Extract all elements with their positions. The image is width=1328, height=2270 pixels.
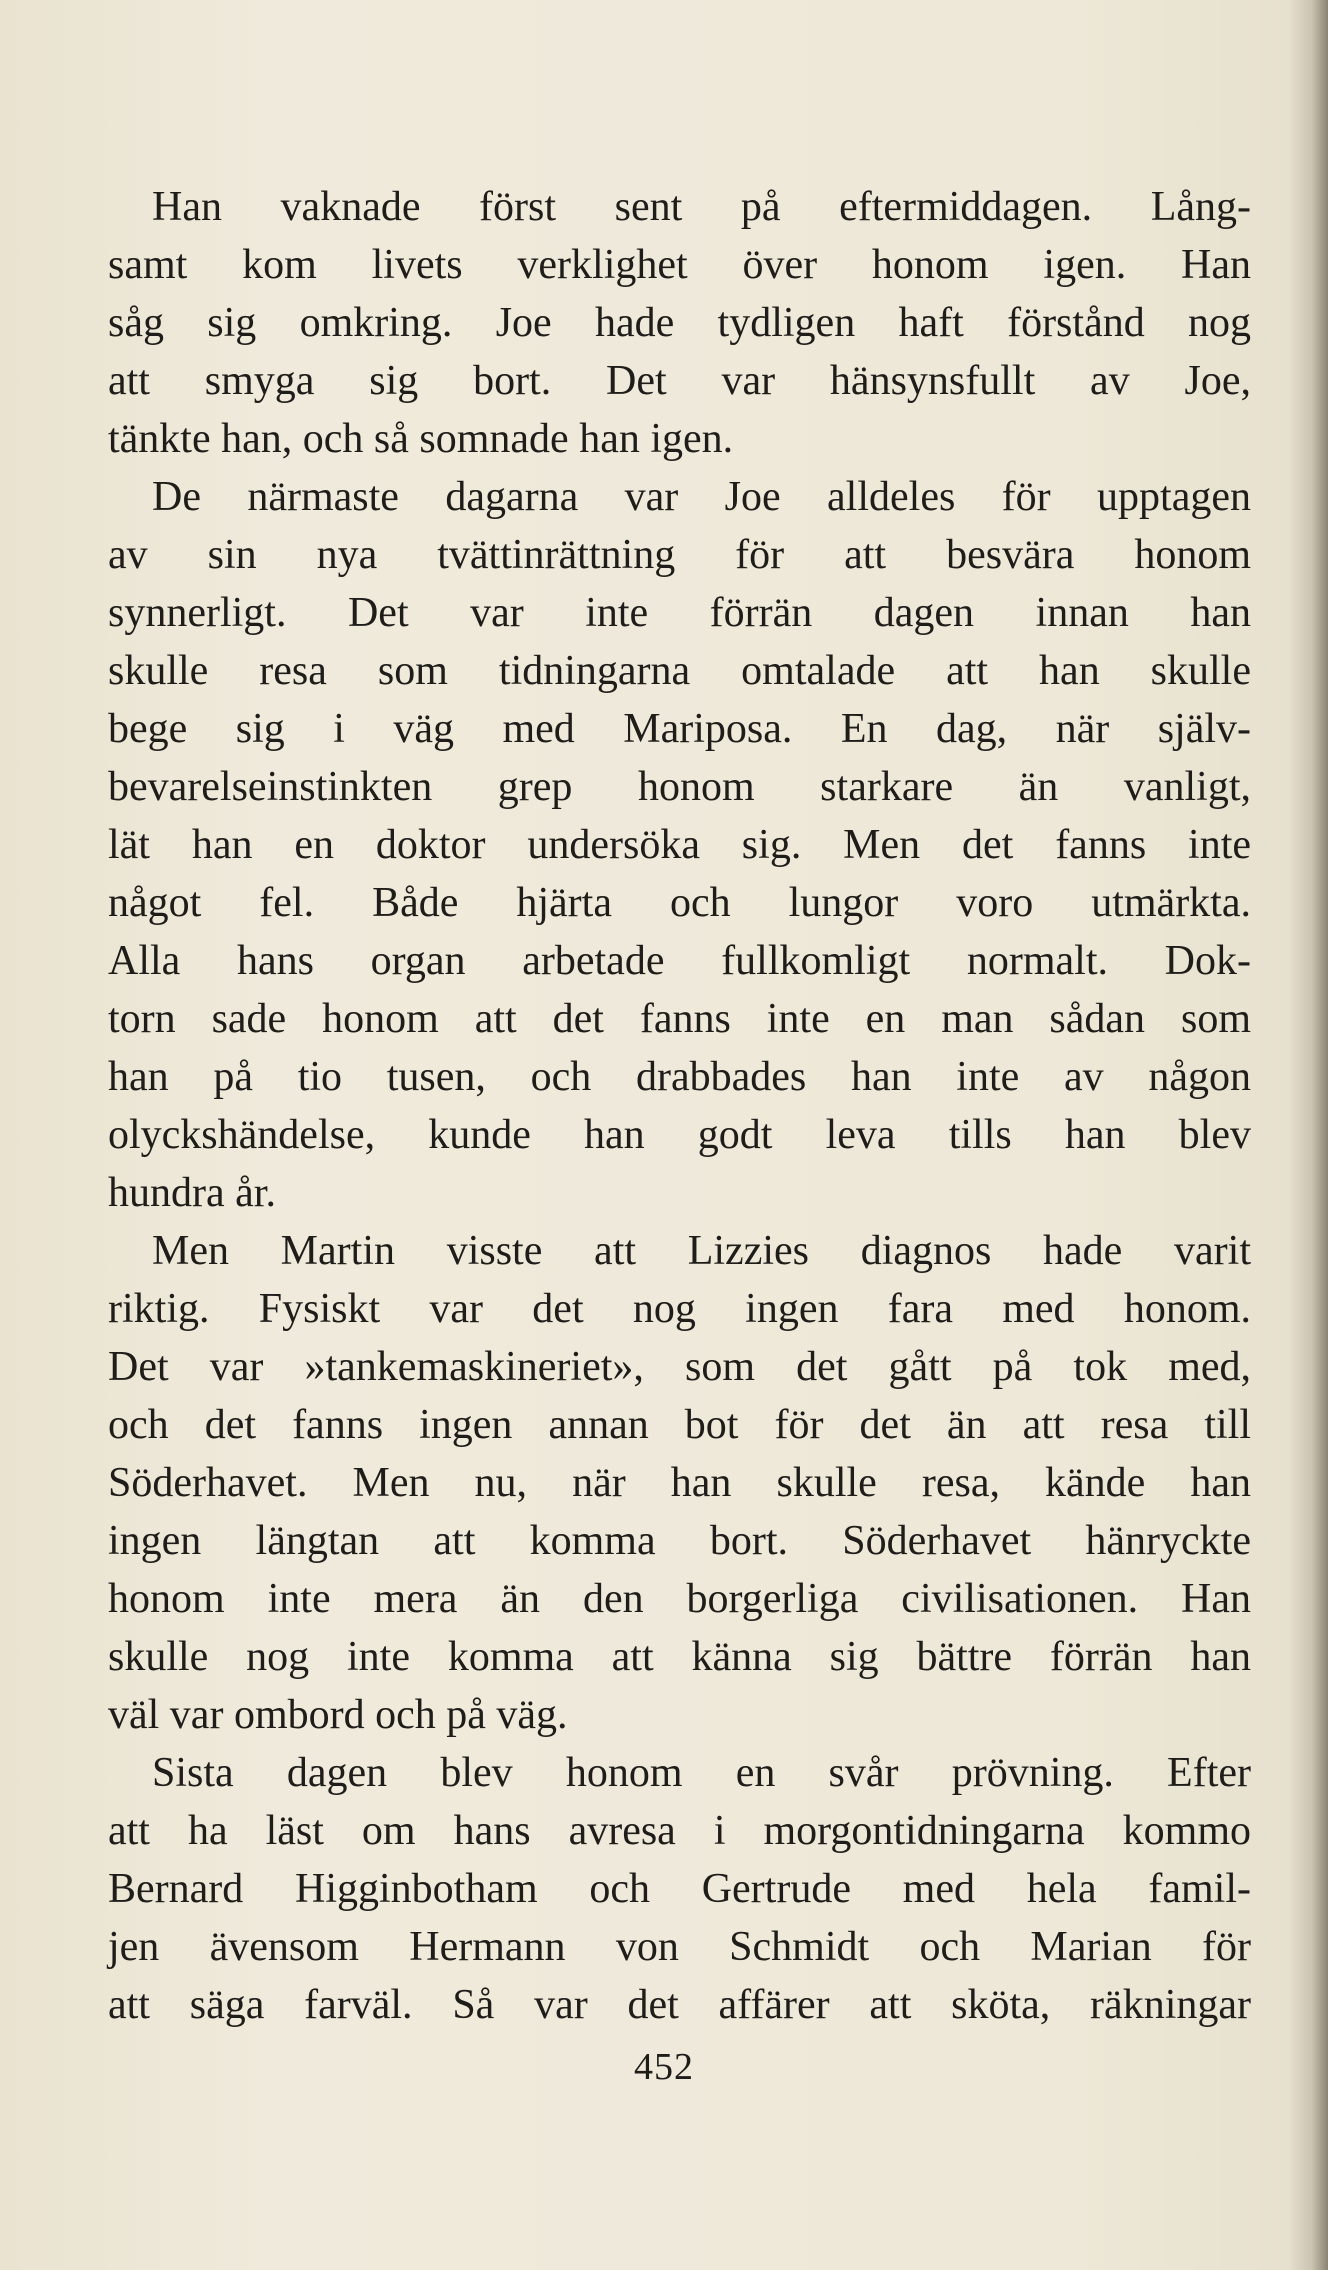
page-edge-shadow <box>1288 0 1328 2270</box>
text-line: Söderhavet. Men nu, när han skulle resa, kände han <box>108 1460 1251 1506</box>
text-line: Men Martin visste att Lizzies diagnos hade varit <box>152 1228 1251 1274</box>
text-line: samt kom livets verklighet över honom igen. Han <box>108 242 1251 288</box>
text-line: Det var »tankemaskineriet», som det gått på tok med, <box>108 1344 1251 1390</box>
text-line: något fel. Både hjärta och lungor voro utmärkta. <box>108 880 1251 926</box>
text-line: riktig. Fysiskt var det nog ingen fara med honom. <box>108 1286 1251 1332</box>
text-line: honom inte mera än den borgerliga civilisationen. Han <box>108 1576 1251 1622</box>
text-line: Alla hans organ arbetade fullkomligt normalt. Dok- <box>108 938 1251 984</box>
text-line: tänkte han, och så somnade han igen. <box>108 416 734 462</box>
text-line: Bernard Higginbotham och Gertrude med hela famil- <box>108 1866 1251 1912</box>
text-line: torn sade honom att det fanns inte en man sådan som <box>108 996 1251 1042</box>
text-line: och det fanns ingen annan bot för det än att resa till <box>108 1402 1251 1448</box>
text-line: jen ävensom Hermann von Schmidt och Marian för <box>108 1924 1251 1970</box>
text-line: att smyga sig bort. Det var hänsynsfullt av Joe, <box>108 358 1251 404</box>
text-line: såg sig omkring. Joe hade tydligen haft förstånd nog <box>108 300 1251 346</box>
text-line: Sista dagen blev honom en svår prövning. Efter <box>152 1750 1251 1796</box>
text-line: skulle nog inte komma att känna sig bättre förrän han <box>108 1634 1251 1680</box>
text-line: Han vaknade först sent på eftermiddagen. Lång- <box>152 184 1251 230</box>
text-line: bevarelseinstinkten grep honom starkare än vanligt, <box>108 764 1251 810</box>
text-line: lät han en doktor undersöka sig. Men det fanns inte <box>108 822 1251 868</box>
text-line: synnerligt. Det var inte förrän dagen innan han <box>108 590 1251 636</box>
text-line: olyckshändelse, kunde han godt leva tills han blev <box>108 1112 1251 1158</box>
body-text <box>108 178 1251 2034</box>
text-line: hundra år. <box>108 1170 276 1216</box>
text-line: bege sig i väg med Mariposa. En dag, när själv- <box>108 706 1251 752</box>
text-line: att säga farväl. Så var det affärer att sköta, räkningar <box>108 1982 1251 2028</box>
text-line: De närmaste dagarna var Joe alldeles för upptagen <box>152 474 1251 520</box>
text-line: av sin nya tvättinrättning för att besvära honom <box>108 532 1251 578</box>
text-line: skulle resa som tidningarna omtalade att han skulle <box>108 648 1251 694</box>
text-line: väl var ombord och på väg. <box>108 1692 568 1738</box>
page-number: 452 <box>634 2046 694 2088</box>
text-line: att ha läst om hans avresa i morgontidningarna kommo <box>108 1808 1251 1854</box>
text-line: ingen längtan att komma bort. Söderhavet hänryckte <box>108 1518 1251 1564</box>
text-line: han på tio tusen, och drabbades han inte av någon <box>108 1054 1251 1100</box>
